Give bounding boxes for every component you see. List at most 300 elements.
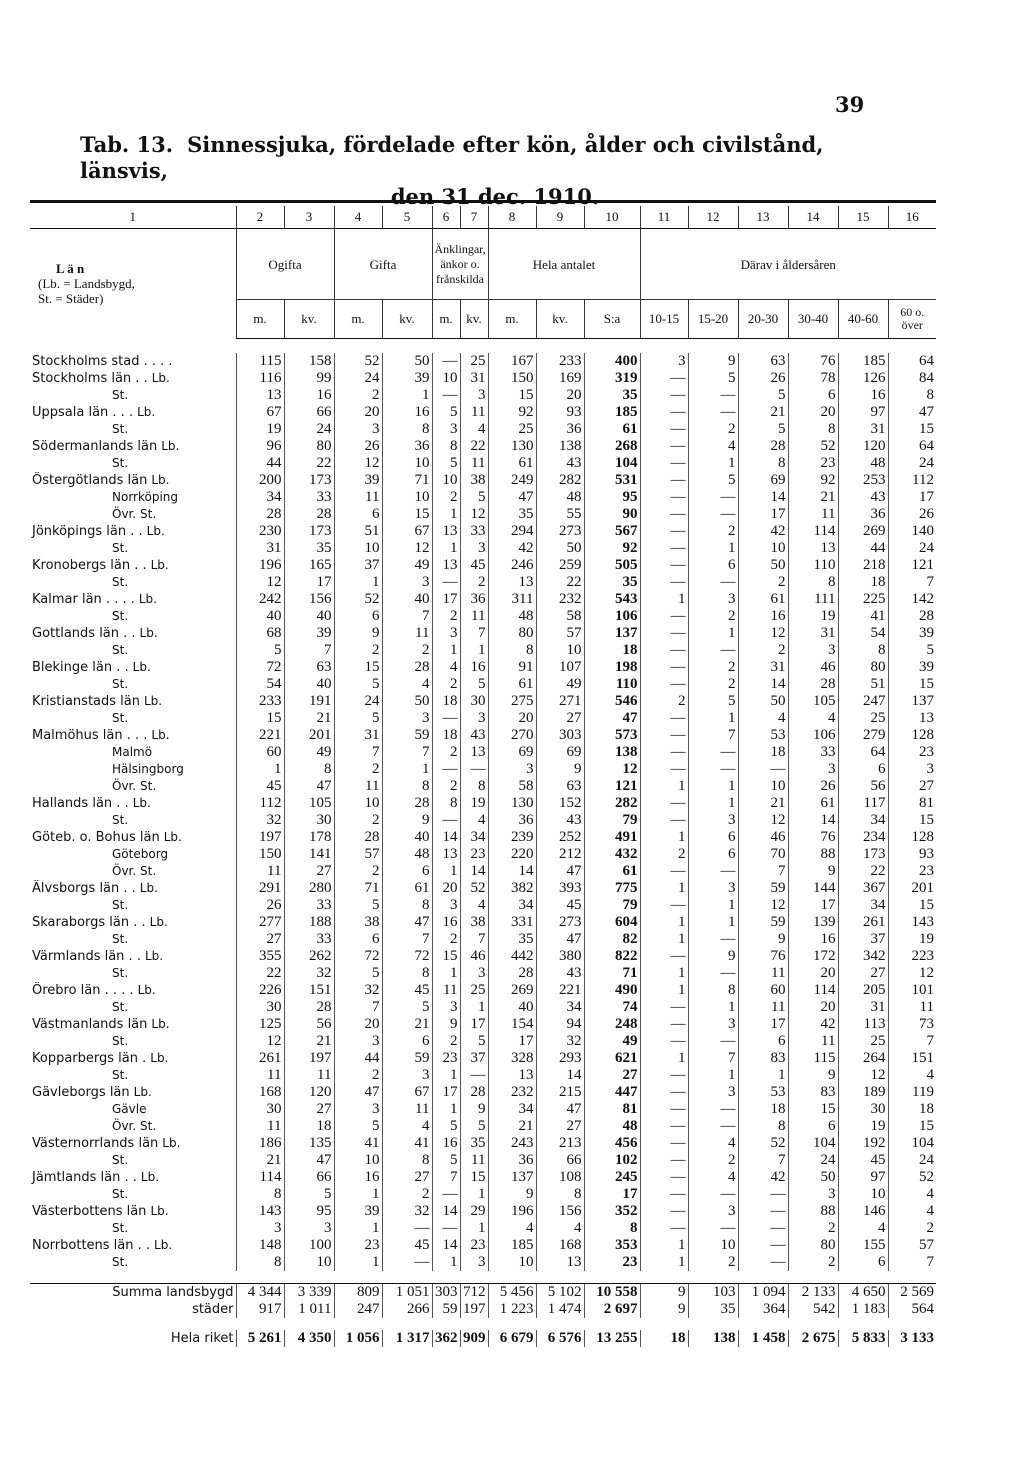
cell: 18 [738, 1101, 788, 1118]
area-type: St. [112, 677, 129, 691]
cell: 221 [236, 727, 284, 744]
row-label [30, 353, 236, 370]
cell: 47 [888, 404, 936, 421]
cell: 380 [536, 948, 584, 965]
row-label [30, 795, 236, 812]
cell: 3 [460, 1254, 488, 1271]
cell: 50 [382, 353, 432, 370]
cell: 79 [584, 812, 640, 829]
cell: 79 [584, 897, 640, 914]
cell: 264 [838, 1050, 888, 1067]
cell: 2 [688, 676, 738, 693]
cell: 277 [236, 914, 284, 931]
cell: 2 [688, 608, 738, 625]
cell: 15 [788, 1101, 838, 1118]
cell: 119 [888, 1084, 936, 1101]
county-name: Göteb. o. Bohus län [32, 830, 160, 845]
cell: 173 [284, 523, 334, 540]
cell: 30 [236, 999, 284, 1016]
cell: 84 [888, 370, 936, 387]
subheader-kv: kv. [460, 300, 488, 339]
cell: 28 [284, 999, 334, 1016]
cell: 68 [236, 625, 284, 642]
cell: 342 [838, 948, 888, 965]
cell: 21 [382, 1016, 432, 1033]
table-row [30, 353, 936, 370]
cell: 5 [738, 421, 788, 438]
cell: 13 [536, 1254, 584, 1271]
cell: 11 [382, 1101, 432, 1118]
cell: 41 [382, 1135, 432, 1152]
cell: 94 [536, 1016, 584, 1033]
cell: 8 [888, 387, 936, 404]
row-label [30, 472, 236, 489]
cell: 2 [334, 642, 382, 659]
cell: 2 [738, 642, 788, 659]
cell: 9 [688, 353, 738, 370]
county-name: Kopparbergs län . [32, 1051, 147, 1066]
cell: 28 [460, 1084, 488, 1101]
cell: 353 [584, 1237, 640, 1254]
table-row [30, 914, 936, 931]
cell: 1 [640, 1237, 688, 1254]
table-row [30, 999, 936, 1016]
cell: 3 [688, 812, 738, 829]
column-number: 5 [382, 206, 432, 229]
cell: 5 [460, 1118, 488, 1135]
cell: 269 [838, 523, 888, 540]
cell: 27 [382, 1169, 432, 1186]
cell: 2 675 [788, 1330, 838, 1347]
cell: 30 [284, 812, 334, 829]
cell: 43 [460, 727, 488, 744]
area-type: Lb. [144, 949, 164, 963]
column-number-row [30, 206, 936, 229]
cell: — [640, 999, 688, 1016]
cell: 11 [334, 489, 382, 506]
cell: 3 [460, 965, 488, 982]
table-row [30, 557, 936, 574]
cell: 18 [738, 744, 788, 761]
cell: 35 [584, 574, 640, 591]
cell: 6 [382, 863, 432, 880]
cell: 49 [584, 1033, 640, 1050]
cell: 10 558 [584, 1284, 640, 1302]
cell: — [738, 1237, 788, 1254]
cell: 213 [536, 1135, 584, 1152]
county-name: Kalmar län . . . . [32, 592, 135, 607]
cell: 80 [838, 659, 888, 676]
cell: 3 339 [284, 1284, 334, 1302]
cell: 221 [536, 982, 584, 999]
cell: 917 [236, 1301, 284, 1318]
cell: 128 [888, 829, 936, 846]
cell: 28 [738, 438, 788, 455]
cell: 15 [888, 1118, 936, 1135]
cell: 567 [584, 523, 640, 540]
cell: 50 [788, 1169, 838, 1186]
cell: 252 [536, 829, 584, 846]
subheader-kv: kv. [284, 300, 334, 339]
cell: 113 [838, 1016, 888, 1033]
cell: 1 [334, 1254, 382, 1271]
cell: 67 [382, 523, 432, 540]
row-label [30, 914, 236, 931]
cell: 151 [888, 1050, 936, 1067]
cell: 2 [432, 489, 460, 506]
area-type: Lb. [151, 728, 170, 742]
area-type: Göteborg [112, 847, 169, 861]
area-type: Övr. St. [112, 507, 157, 521]
cell: 22 [536, 574, 584, 591]
cell: 110 [788, 557, 838, 574]
cell: 243 [488, 1135, 536, 1152]
cell: 17 [432, 1084, 460, 1101]
cell: 99 [284, 370, 334, 387]
cell: 3 [688, 880, 738, 897]
cell: 138 [688, 1330, 738, 1347]
cell: 2 [432, 608, 460, 625]
cell: 10 [688, 1237, 738, 1254]
cell: 17 [888, 489, 936, 506]
cell: 78 [788, 370, 838, 387]
cell: 7 [334, 744, 382, 761]
cell: 47 [488, 489, 536, 506]
cell: — [640, 948, 688, 965]
area-type: Lb. [137, 983, 156, 997]
row-label [30, 1220, 236, 1237]
cell: 28 [236, 506, 284, 523]
cell: 2 [788, 1254, 838, 1271]
table-row [30, 812, 936, 829]
cell: 4 [382, 676, 432, 693]
cell: 225 [838, 591, 888, 608]
table-row [30, 1330, 936, 1347]
cell: 2 [688, 523, 738, 540]
cell: 16 [284, 387, 334, 404]
cell: 26 [236, 897, 284, 914]
cell: 20 [788, 965, 838, 982]
cell: 2 [640, 693, 688, 710]
cell: — [688, 863, 738, 880]
cell: 266 [382, 1301, 432, 1318]
cell: 27 [536, 1118, 584, 1135]
cell: 23 [788, 455, 838, 472]
row-label [30, 591, 236, 608]
subheader-age: 40-60 [838, 300, 888, 339]
cell: — [640, 1016, 688, 1033]
cell: 543 [584, 591, 640, 608]
cell: 185 [584, 404, 640, 421]
cell: 108 [536, 1169, 584, 1186]
cell: 393 [536, 880, 584, 897]
cell: 4 [488, 1220, 536, 1237]
area-type: St. [112, 1255, 129, 1269]
cell: 1 [432, 965, 460, 982]
cell: 36 [838, 506, 888, 523]
cell: 43 [536, 455, 584, 472]
cell: 1 [688, 897, 738, 914]
cell: 15 [888, 676, 936, 693]
cell: 140 [888, 523, 936, 540]
cell: 573 [584, 727, 640, 744]
cell: 9 [460, 1101, 488, 1118]
cell: 2 [334, 863, 382, 880]
cell: 8 [738, 455, 788, 472]
cell: — [382, 1220, 432, 1237]
cell: 102 [584, 1152, 640, 1169]
cell: — [688, 574, 738, 591]
cell: 40 [284, 676, 334, 693]
cell: 303 [536, 727, 584, 744]
cell: 1 051 [382, 1284, 432, 1302]
column-number: 14 [788, 206, 838, 229]
cell: 5 [432, 1118, 460, 1135]
cell: 28 [382, 795, 432, 812]
cell: 154 [488, 1016, 536, 1033]
cell: 7 [334, 999, 382, 1016]
cell: 55 [536, 506, 584, 523]
cell: 34 [838, 812, 888, 829]
cell: 167 [488, 353, 536, 370]
county-name: Gottlands län . . [32, 626, 136, 641]
cell: — [688, 1118, 738, 1135]
cell: 1 [432, 863, 460, 880]
cell: 5 [888, 642, 936, 659]
cell: 1 [460, 642, 488, 659]
cell: 5 261 [236, 1330, 284, 1347]
area-type: St. [112, 1187, 129, 1201]
cell: 7 [738, 1152, 788, 1169]
county-name: Västernorrlands län [32, 1136, 159, 1151]
cell: 50 [382, 693, 432, 710]
cell: 32 [536, 1033, 584, 1050]
cell: 7 [688, 727, 738, 744]
table-row [30, 1067, 936, 1084]
cell: 16 [738, 608, 788, 625]
cell: 28 [382, 659, 432, 676]
cell: 81 [584, 1101, 640, 1118]
cell: 115 [788, 1050, 838, 1067]
cell: 4 650 [838, 1284, 888, 1302]
cell: 447 [584, 1084, 640, 1101]
cell: 71 [334, 880, 382, 897]
area-type: St. [112, 1153, 129, 1167]
cell: 2 133 [788, 1284, 838, 1302]
cell: 20 [788, 999, 838, 1016]
cell: 82 [584, 931, 640, 948]
cell: 34 [488, 897, 536, 914]
area-type: Lb. [163, 830, 182, 844]
cell: 14 [460, 863, 488, 880]
cell: 137 [488, 1169, 536, 1186]
cell: 11 [738, 999, 788, 1016]
table-row [30, 676, 936, 693]
cell: 5 [284, 1186, 334, 1203]
cell: 1 [460, 999, 488, 1016]
cell: 7 [888, 574, 936, 591]
cell: — [432, 1186, 460, 1203]
cell: 352 [584, 1203, 640, 1220]
cell: 17 [488, 1033, 536, 1050]
cell: 5 [334, 710, 382, 727]
cell: 230 [236, 523, 284, 540]
cell: 110 [584, 676, 640, 693]
table-row [30, 421, 936, 438]
column-number: 3 [284, 206, 334, 229]
cell: 93 [536, 404, 584, 421]
cell: 34 [460, 829, 488, 846]
cell: 248 [584, 1016, 640, 1033]
cell: 328 [488, 1050, 536, 1067]
county-name: Skaraborgs län . . [32, 915, 146, 930]
cell: 26 [888, 506, 936, 523]
cell: 362 [432, 1330, 460, 1347]
cell: 114 [788, 982, 838, 999]
cell: 43 [536, 965, 584, 982]
table-title [80, 132, 910, 210]
cell: 2 [432, 1033, 460, 1050]
cell: 28 [334, 829, 382, 846]
cell: 57 [888, 1237, 936, 1254]
row-label [30, 1203, 236, 1220]
row-label [30, 982, 236, 999]
cell: 3 [788, 1186, 838, 1203]
cell: 261 [838, 914, 888, 931]
cell: 93 [888, 846, 936, 863]
cell: 35 [688, 1301, 738, 1318]
cell: 19 [460, 795, 488, 812]
cell: 6 679 [488, 1330, 536, 1347]
cell: 35 [488, 506, 536, 523]
cell: 1 [432, 642, 460, 659]
cell: 364 [738, 1301, 788, 1318]
cell: 169 [536, 370, 584, 387]
cell: 822 [584, 948, 640, 965]
cell: 3 [334, 1033, 382, 1050]
cell: 46 [738, 829, 788, 846]
cell: 8 [838, 642, 888, 659]
cell: 226 [236, 982, 284, 999]
cell: 1 223 [488, 1301, 536, 1318]
cell: 71 [584, 965, 640, 982]
cell: 205 [838, 982, 888, 999]
cell: 19 [236, 421, 284, 438]
header-lan-note1: (Lb. = Landsbygd, [38, 276, 135, 292]
cell: 12 [888, 965, 936, 982]
cell: 104 [888, 1135, 936, 1152]
cell: — [640, 1067, 688, 1084]
table-row [30, 489, 936, 506]
cell: 4 [536, 1220, 584, 1237]
cell: 8 [738, 1118, 788, 1135]
cell: 100 [284, 1237, 334, 1254]
cell: 490 [584, 982, 640, 999]
cell: 9 [788, 1067, 838, 1084]
cell: 1 474 [536, 1301, 584, 1318]
cell: 1 [688, 455, 738, 472]
cell: 7 [460, 625, 488, 642]
cell: 185 [488, 1237, 536, 1254]
cell: 45 [536, 897, 584, 914]
cell: 13 [432, 523, 460, 540]
cell: 63 [536, 778, 584, 795]
cell: — [688, 387, 738, 404]
area-type: Lb. [151, 371, 170, 385]
area-type: St. [112, 813, 129, 827]
table-row [30, 1152, 936, 1169]
cell: 8 [460, 778, 488, 795]
cell: — [688, 761, 738, 778]
cell: 13 [460, 744, 488, 761]
cell: 6 [738, 1033, 788, 1050]
cell: — [432, 1220, 460, 1237]
cell: 14 [738, 676, 788, 693]
table-row [30, 1301, 936, 1318]
cell: 2 [688, 421, 738, 438]
cell: 36 [536, 421, 584, 438]
column-number: 6 [432, 206, 460, 229]
table-row [30, 506, 936, 523]
cell: 44 [838, 540, 888, 557]
cell: 8 [536, 1186, 584, 1203]
cell: — [640, 1203, 688, 1220]
cell: 17 [284, 574, 334, 591]
cell: 273 [536, 914, 584, 931]
cell: 43 [536, 812, 584, 829]
cell: 31 [460, 370, 488, 387]
cell: 197 [460, 1301, 488, 1318]
subheader-sa: S:a [584, 300, 640, 339]
cell: 44 [334, 1050, 382, 1067]
cell: 168 [536, 1237, 584, 1254]
cell: 104 [584, 455, 640, 472]
county-name: Malmöhus län . . . [32, 728, 148, 743]
cell: 97 [838, 1169, 888, 1186]
table-row [30, 591, 936, 608]
cell: 34 [536, 999, 584, 1016]
cell: 11 [460, 608, 488, 625]
cell: 17 [788, 897, 838, 914]
cell: — [688, 1220, 738, 1237]
cell: 2 [334, 387, 382, 404]
table-row [30, 438, 936, 455]
cell: 4 [460, 812, 488, 829]
cell: 43 [838, 489, 888, 506]
cell: 67 [236, 404, 284, 421]
table-row [30, 1186, 936, 1203]
county-name: städer [192, 1302, 234, 1317]
cell: 6 [838, 761, 888, 778]
cell: 10 [738, 540, 788, 557]
cell: 35 [460, 1135, 488, 1152]
cell: 24 [888, 455, 936, 472]
cell: — [640, 1135, 688, 1152]
cell: 31 [236, 540, 284, 557]
cell: 39 [888, 625, 936, 642]
county-name: Jönköpings län . . [32, 524, 143, 539]
cell: 271 [536, 693, 584, 710]
cell: 16 [788, 931, 838, 948]
cell: 8 [382, 1152, 432, 1169]
cell: 5 [460, 489, 488, 506]
cell: — [640, 387, 688, 404]
cell: 56 [838, 778, 888, 795]
cell: — [640, 863, 688, 880]
table-row [30, 880, 936, 897]
cell: 52 [334, 353, 382, 370]
cell: 3 [788, 761, 838, 778]
